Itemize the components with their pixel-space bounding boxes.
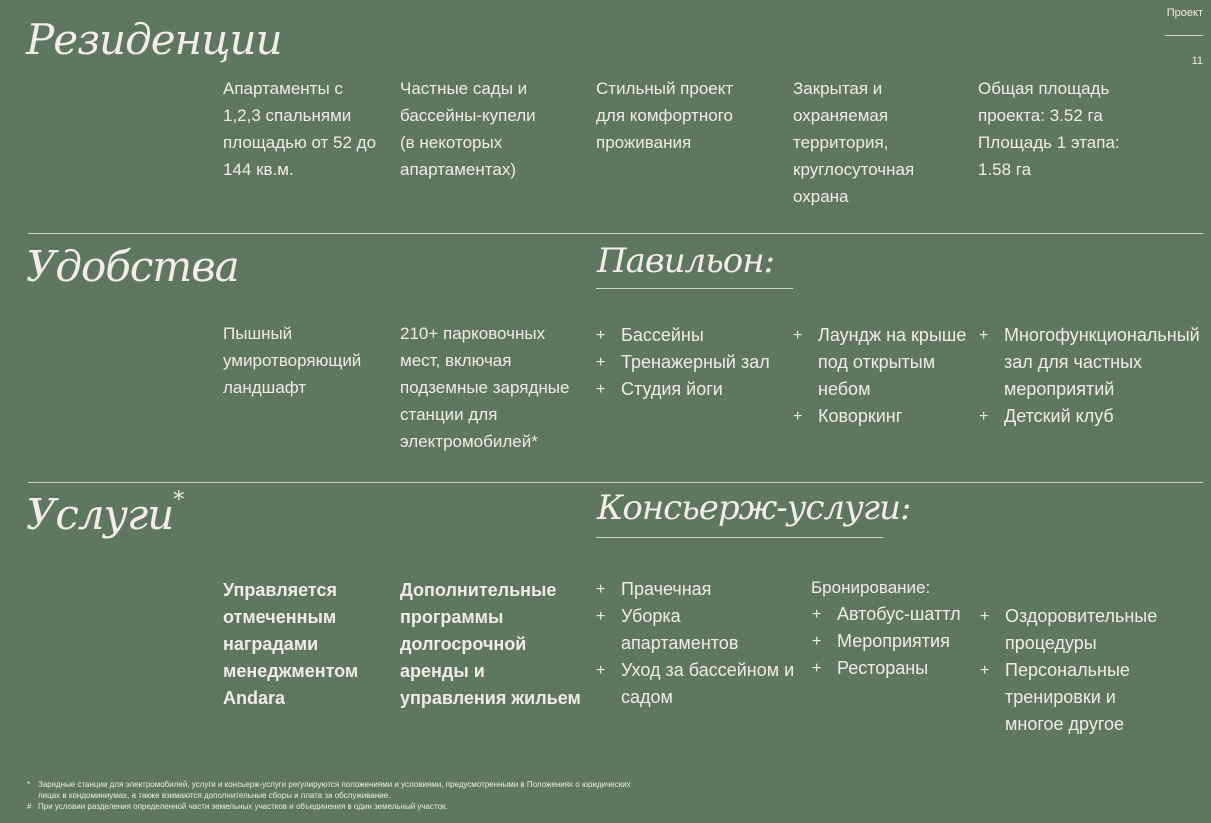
footnote-2-text: При условии разделения определенной части земельных участков и объединения в один земельный участок. (38, 802, 448, 811)
plus-icon: + (979, 327, 989, 344)
management-text: Управляется отмеченным наградами менеджментом Andara (223, 580, 359, 708)
plus-icon: + (980, 662, 990, 679)
amenities-title: Удобства (26, 242, 239, 291)
list-item-label: Студия йоги (621, 379, 723, 399)
list-item (596, 322, 786, 349)
footnote-1 (27, 779, 727, 801)
concierge-underline (596, 537, 883, 538)
list-item-label: Бассейны (621, 325, 704, 345)
plus-icon: + (596, 381, 606, 398)
pavilion-title: Павильон: (597, 241, 775, 281)
concierge-title: Консьерж-услуги: (597, 488, 911, 528)
plus-icon: + (596, 354, 606, 371)
list-item (793, 322, 983, 403)
list-item-label: Оздоровительные процедуры (1005, 606, 1158, 653)
divider-1 (28, 233, 1203, 234)
plus-icon: + (596, 662, 606, 679)
services-title-text: Услуги (26, 490, 174, 539)
list-item (812, 655, 982, 682)
plus-icon: + (596, 608, 606, 625)
section-label: Проект (1166, 7, 1203, 19)
list-item (793, 403, 983, 430)
list-item (812, 601, 982, 628)
plus-icon: + (812, 606, 822, 623)
list-item (596, 349, 786, 376)
concierge-list-1 (596, 576, 806, 711)
list-item (980, 603, 1180, 657)
pavilion-list-1 (596, 322, 786, 403)
residence-feature-3: Стильный проект для комфортного проживания (596, 79, 734, 152)
pavilion-underline (596, 288, 793, 289)
list-item (979, 322, 1209, 403)
list-item (596, 603, 806, 657)
residence-feature-2: Частные сады и бассейны-купели (в некоторых апартаментах) (400, 79, 536, 179)
footnote-2-mark: # (27, 802, 32, 811)
list-item (980, 657, 1180, 738)
footnote-1-text: Зарядные станции для электромобилей, услуги и консьерж-услуги регулируются положениями и условиями, предусмотренными в Положениях о юридических лицах в кондоминиумах, а также взимаются дополнительные сборы и плата за обслуживание. (38, 780, 631, 800)
pavilion-list-3 (979, 322, 1209, 430)
list-item (979, 403, 1209, 430)
booking-label: Бронирование: (811, 578, 931, 597)
list-item-label: Детский клуб (1004, 406, 1114, 426)
residences-title: Резиденции (26, 15, 282, 64)
plus-icon: + (979, 408, 989, 425)
footnote-2 (27, 801, 727, 812)
list-item (596, 376, 786, 403)
plus-icon: + (980, 608, 990, 625)
rental-text: Дополнительные программы долгосрочной аренды и управления жильем (400, 580, 581, 708)
residence-feature-4: Закрытая и охраняемая территория, круглосуточная охрана (793, 79, 915, 206)
list-item-label: Коворкинг (818, 406, 903, 426)
plus-icon: + (793, 408, 803, 425)
list-item-label: Лаундж на крыше под открытым небом (818, 325, 967, 399)
list-item (596, 576, 806, 603)
services-title (26, 490, 183, 539)
list-item-label: Уход за бассейном и садом (621, 660, 795, 707)
list-item-label: Тренажерный зал (621, 352, 770, 372)
plus-icon: + (812, 660, 822, 677)
concierge-list-3 (980, 603, 1180, 738)
plus-icon: + (812, 633, 822, 650)
residence-feature-5: Общая площадь проекта: 3.52 га Площадь 1 этапа: 1.58 га (978, 79, 1120, 179)
list-item (812, 628, 982, 655)
booking-list (812, 601, 982, 682)
divider-2 (28, 482, 1203, 483)
list-item-label: Автобус-шаттл (837, 604, 961, 624)
list-item-label: Уборка апартаментов (621, 606, 739, 653)
list-item-label: Мероприятия (837, 631, 950, 651)
plus-icon: + (596, 581, 606, 598)
list-item-label: Персональные тренировки и многое другое (1005, 660, 1130, 734)
residence-feature-1: Апартаменты с 1,2,3 спальнями площадью от 52 до 144 кв.м. (223, 79, 377, 179)
page-number: 11 (1191, 55, 1203, 67)
parking-text: 210+ парковочных мест, включая подземные зарядные станции для электромобилей* (400, 324, 570, 451)
list-item-label: Прачечная (621, 579, 712, 599)
footnotes (27, 779, 727, 812)
header-divider (1165, 35, 1203, 36)
plus-icon: + (793, 327, 803, 344)
pavilion-list-2 (793, 322, 983, 430)
landscape-text: Пышный умиротворяющий ландшафт (223, 324, 362, 397)
footnote-1-mark: * (27, 780, 31, 789)
plus-icon: + (596, 327, 606, 344)
list-item-label: Рестораны (837, 658, 929, 678)
list-item-label: Многофункциональный зал для частных мероприятий (1004, 325, 1200, 399)
services-title-mark: * (173, 488, 184, 513)
list-item (596, 657, 806, 711)
